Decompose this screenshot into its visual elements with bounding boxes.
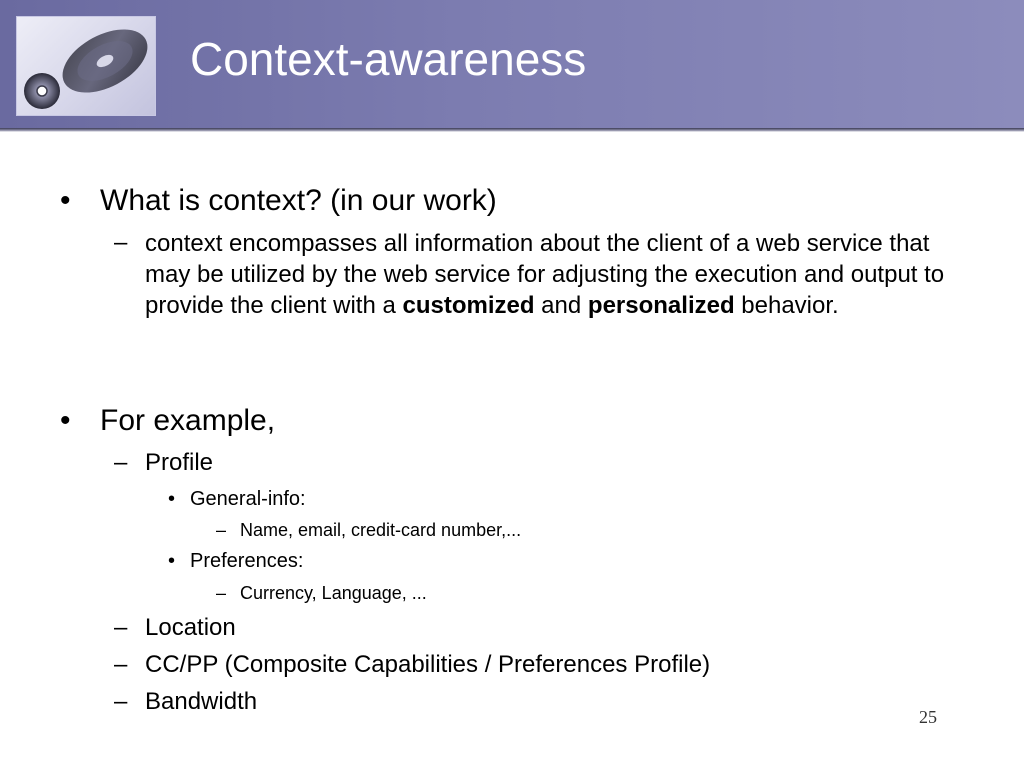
list-item-text: CC/PP (Composite Capabilities / Preferences Profile)	[145, 651, 711, 678]
page-number: 25	[919, 707, 937, 727]
dash-marker: –	[114, 651, 128, 678]
list-item-text: For example,	[100, 404, 276, 437]
bullet-marker: •	[168, 550, 176, 572]
slide-title: Context-awareness	[190, 33, 587, 85]
bullet-marker: •	[60, 404, 71, 437]
bullet-marker: •	[168, 488, 176, 510]
dash-marker: –	[114, 688, 128, 715]
dash-marker: –	[216, 583, 227, 603]
dash-marker: –	[114, 229, 128, 256]
emphasis-personalized: personalized	[587, 292, 735, 319]
dash-marker: –	[114, 614, 128, 641]
list-item-text: General-info:	[190, 488, 306, 510]
dash-marker: –	[216, 520, 227, 540]
list-item-text: Profile	[145, 449, 214, 476]
list-item-text: Location	[145, 614, 236, 641]
list-item-text: Currency, Language, ...	[240, 583, 427, 603]
list-item-text: Name, email, credit-card number,...	[240, 520, 522, 540]
dash-marker: –	[114, 449, 128, 476]
list-item-text: Preferences:	[190, 550, 304, 572]
list-item-text: What is context? (in our work)	[100, 184, 497, 217]
list-item-text: Bandwidth	[145, 688, 258, 715]
definition-text-and: and	[534, 292, 588, 319]
bullet-marker: •	[60, 184, 71, 217]
definition-text: context encompasses all information about the client of a web service that may be utilized by the web service for adjusting the execution and output to provide the client with a	[145, 230, 945, 319]
context-definition	[145, 228, 955, 321]
emphasis-customized: customized	[402, 292, 535, 319]
definition-text-end: behavior.	[734, 292, 839, 319]
